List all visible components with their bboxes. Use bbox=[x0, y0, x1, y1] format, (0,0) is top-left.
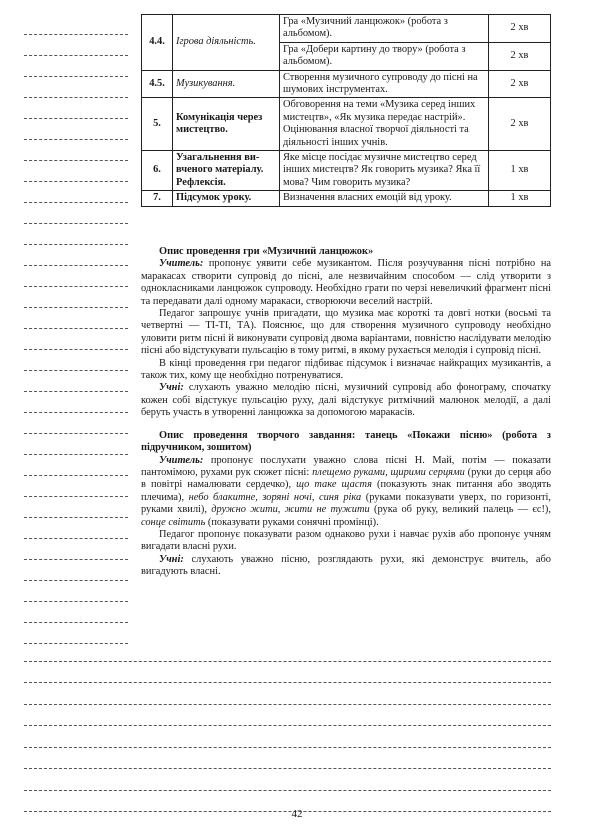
stage-cell: Музикування. bbox=[173, 70, 280, 98]
table-row bbox=[142, 15, 551, 43]
time-cell: 2 хв bbox=[489, 98, 551, 151]
paragraph: В кінці проведення гри педагог підбиває підсумок і визначає найкращих музикантів, а також тих, кому ще необхідно потренуватися. bbox=[141, 357, 551, 382]
paragraph-text: (рука об руку, великий палець — єс!), bbox=[369, 504, 551, 516]
paragraph-text: (показують знак питання або зводять плечима), bbox=[141, 479, 551, 503]
lyric-text: дружно жити, жити не тужити bbox=[211, 504, 370, 516]
paragraph-text: (руками показувати уверх, по горизонті, руками хвилі), bbox=[141, 491, 551, 516]
row-number: 4.4. bbox=[142, 15, 173, 71]
stage-cell: Комунікація через мистецтво. bbox=[173, 98, 280, 151]
paragraph-text: слухають уважно мелодію пісні, музичний супровід або фонограму, спочатку кожен собі відстукує пульсацію руху, далі відстукує ритмічний малюнок мелодії, а далі беруть участь в утворенні ланцюжка за допомогою маракасів. bbox=[141, 382, 551, 419]
stage-cell: Ігрова діяльність. bbox=[173, 15, 280, 71]
paragraph bbox=[141, 382, 551, 419]
activity-cell: Гра «Музичний ланцюжок» (робота з альбомом). bbox=[280, 15, 489, 43]
paragraph-text: пропонує послухати уважно слова пісні Н. Май, потім — показати пантомімою, рухами рук сюжет пісні: bbox=[141, 454, 551, 478]
role-label: Учні: bbox=[159, 553, 184, 565]
lyric-text: що таке щастя bbox=[296, 479, 372, 491]
section-heading: Опис проведення гри «Музичний ланцюжок» bbox=[159, 246, 374, 257]
paragraph bbox=[141, 554, 551, 579]
row-number: 7. bbox=[142, 191, 173, 206]
notes-lines bbox=[24, 640, 551, 812]
time-cell: 2 хв bbox=[489, 70, 551, 98]
time-cell: 1 хв bbox=[489, 191, 551, 206]
activity-cell: Створення музичного супроводу до пісні на шумових інструментах. bbox=[280, 70, 489, 98]
row-number: 4.5. bbox=[142, 70, 173, 98]
table-row bbox=[142, 98, 551, 151]
role-label: Учитель: bbox=[159, 454, 204, 466]
table-row bbox=[142, 70, 551, 98]
table-row bbox=[142, 191, 551, 206]
time-cell: 2 хв bbox=[489, 15, 551, 43]
row-number: 5. bbox=[142, 98, 173, 151]
paragraph bbox=[141, 455, 551, 529]
paragraph-text: слухають уважно пісню, розглядають рухи, які демонструє вчитель, або вигадують власні. bbox=[141, 553, 551, 578]
lesson-plan-table bbox=[141, 14, 551, 207]
stage-cell: Підсумок уроку. bbox=[173, 191, 280, 206]
activity-cell: Гра «Добери картину до твору» (робота з альбомом). bbox=[280, 42, 489, 70]
activity-cell: Визначення власних емоцій від уроку. bbox=[280, 191, 489, 206]
margin-note-lines bbox=[24, 14, 128, 644]
time-cell: 1 хв bbox=[489, 151, 551, 191]
page-number: 42 bbox=[291, 808, 303, 820]
paragraph bbox=[141, 258, 551, 308]
lyric-text: сонце світить bbox=[141, 516, 206, 528]
paragraph: Педагог пропонує показувати разом однаково рухи і навчає рухів або пропонує учням вигадати власні рухи. bbox=[141, 528, 551, 553]
lyric-text: плещемо руками, щирими серцями bbox=[312, 466, 465, 478]
activity-line: Оцінювання власної творчої діяльності та діяльності інших учнів. bbox=[283, 124, 469, 148]
lyric-text: небо блакитне, зоряні ночі, синя ріка bbox=[188, 491, 362, 503]
role-label: Учні: bbox=[159, 382, 184, 394]
table-row bbox=[142, 151, 551, 191]
time-cell: 2 хв bbox=[489, 42, 551, 70]
role-label: Учитель: bbox=[159, 258, 204, 270]
activity-cell: Яке місце посідає музичне мистецтво серед інших мистецтв? Як говорить музика? Яка її мова? Чим говорить музика? bbox=[280, 151, 489, 191]
activity-line: Обговорення на теми «Музика серед інших мистецтв», «Як музика передає настрій». bbox=[283, 99, 476, 123]
paragraph-text: (руки до серця або в повітрі намалювати сердечко), bbox=[141, 466, 552, 491]
paragraph: Педагог запрошує учнів пригадати, що музика має короткі та довгі нотки (восьмі та четвертні — ТІ-ТІ, ТА). Пояснює, що для створення музичного супроводу необхідно уловити ритм пісні й виконувати супровід двома варіантами, повністю наслідувати мелодію пісні або відстукувати пульсацію в тому ритмі, в якому рухається мелодія і супровід пісні. bbox=[141, 308, 551, 357]
body-text bbox=[141, 246, 551, 579]
activity-cell bbox=[280, 98, 489, 151]
paragraph-text: пропонує уявити себе музикантом. Після розучування пісні потрібно на маракасах створити супровід до пісні, але незвичайним способом — слід утворити з однокласниками ланцюжок супроводу. Необхідно грати по черзі невеличкий фрагмент пісні та передавати далі одному маракаси, створюючи веселий настрій. bbox=[141, 258, 551, 307]
stage-cell: Узагальнення вивченого матеріалу. Рефлексія. bbox=[173, 151, 280, 191]
section-heading: Опис проведення творчого завдання: танець «Покажи пісню» (робота з підручником, зошитом) bbox=[141, 429, 551, 454]
paragraph-text: (показувати руками сонячні промінці). bbox=[205, 516, 379, 528]
row-number: 6. bbox=[142, 151, 173, 191]
